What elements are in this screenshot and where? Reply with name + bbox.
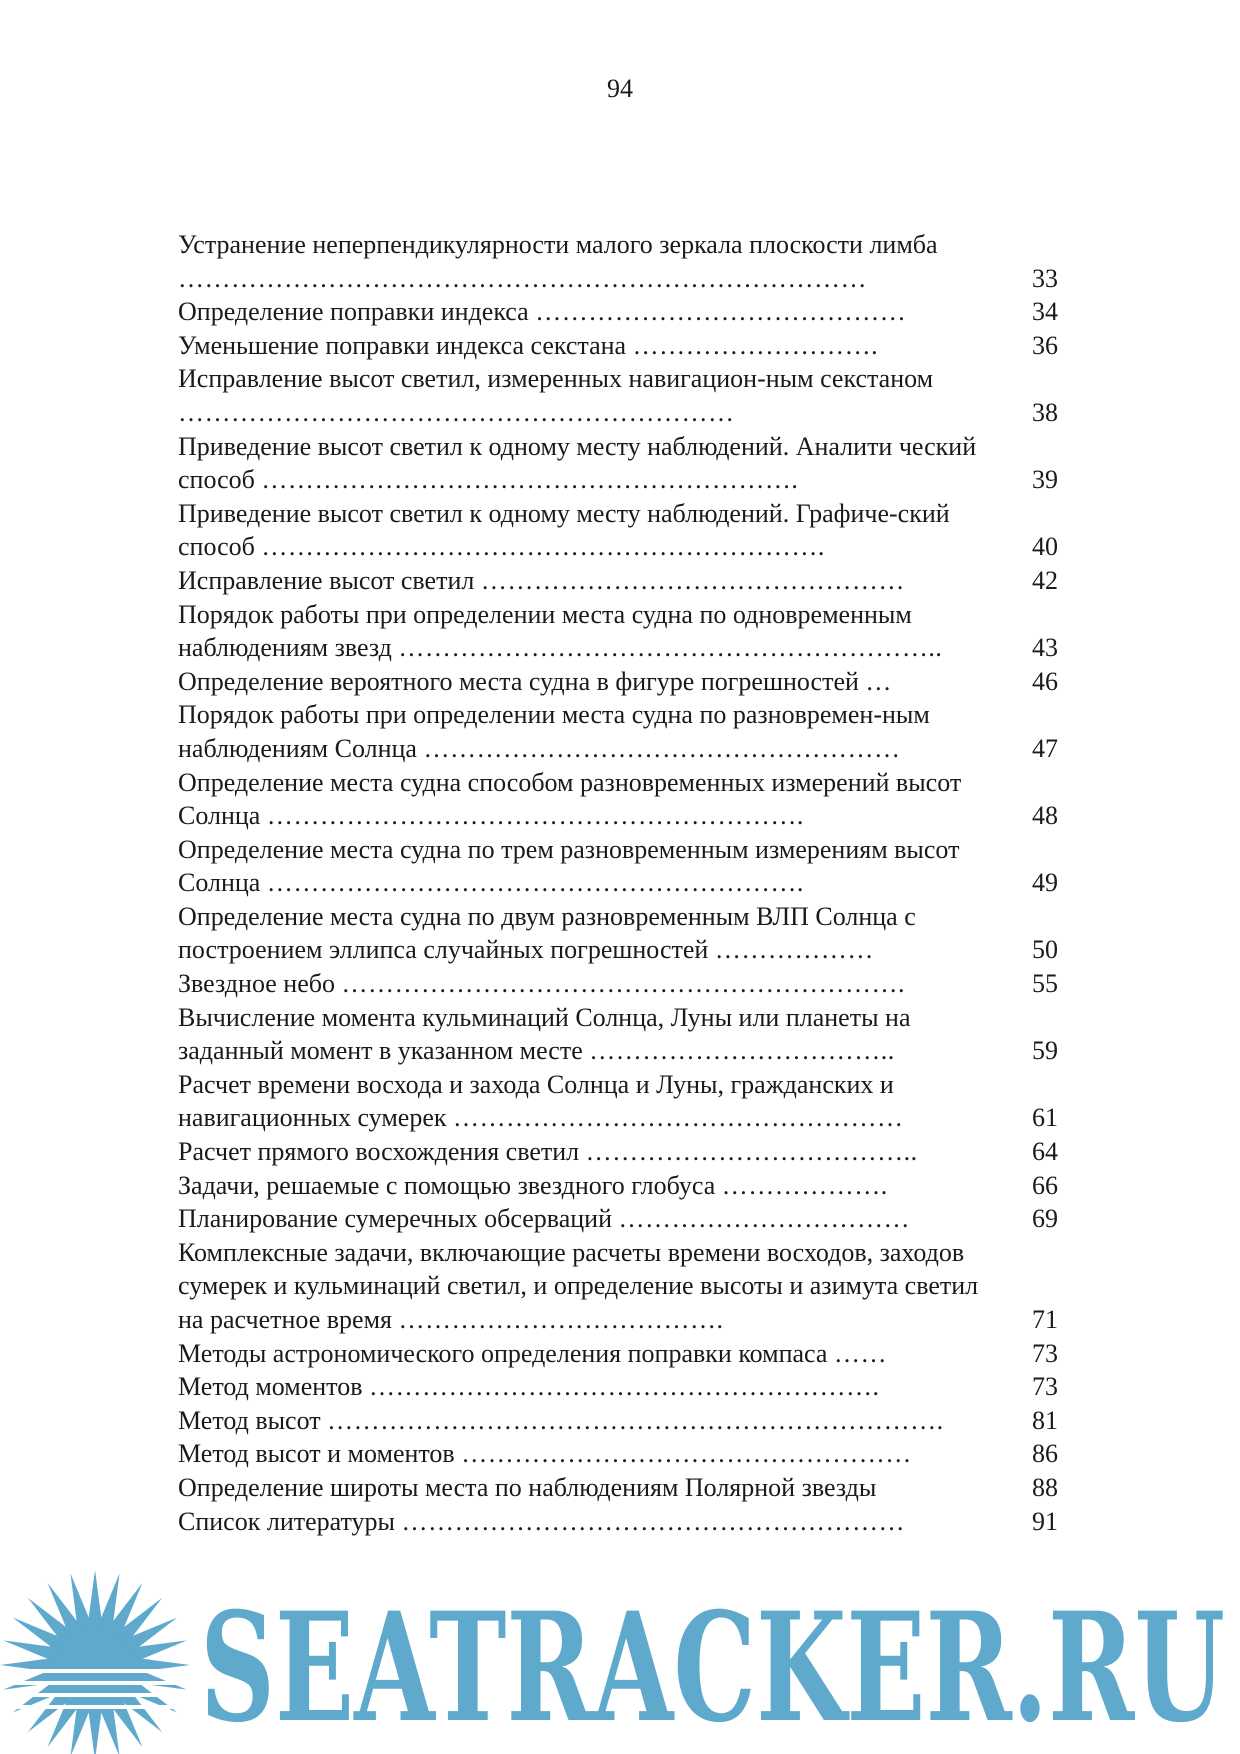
toc-dot-leader: ………………………………………………………. — [261, 532, 825, 562]
toc-dot-leader: …………………………………………… — [453, 1103, 904, 1133]
toc-page-number: 81 — [1032, 1405, 1058, 1435]
toc-entry — [178, 1404, 1058, 1438]
watermark — [0, 1560, 1240, 1754]
toc-entry-title: Метод моментов — [178, 1372, 363, 1402]
toc-entry-title: Исправление высот светил — [178, 565, 475, 595]
toc-entry-title: Метод высот — [178, 1405, 321, 1435]
toc-entry — [178, 833, 1058, 900]
toc-entry-title: Определение места судна по двум разновременным ВЛП Солнца с построением эллипса случайных погрешностей — [178, 901, 916, 965]
toc-page-number: 86 — [1032, 1439, 1058, 1469]
toc-page-number: 73 — [1032, 1338, 1058, 1368]
toc-entry-text — [178, 900, 1004, 967]
toc-entry-text — [178, 295, 1004, 329]
toc-entry — [178, 564, 1058, 598]
toc-entry — [178, 1337, 1058, 1371]
toc-dot-leader: …………………………… — [618, 1204, 911, 1234]
toc-entry-title: Определение места судна по трем разновременным измерениям высот Солнца — [178, 834, 960, 898]
toc-page-number: 33 — [1032, 263, 1058, 293]
toc-entry-text — [178, 1202, 1004, 1236]
toc-page-number: 42 — [1032, 565, 1058, 595]
toc-page-number: 34 — [1032, 297, 1058, 327]
toc-entry-title: Устранение неперпендикулярности малого зеркала плоскости лимба — [178, 230, 938, 259]
toc-entry — [178, 329, 1058, 363]
toc-entry-text — [178, 564, 1004, 598]
toc-entry — [178, 1001, 1058, 1068]
toc-page-number: 69 — [1032, 1204, 1058, 1234]
toc-page-number: 50 — [1032, 935, 1058, 965]
toc-entry-title: Методы астрономического определения поправки компаса — [178, 1338, 828, 1368]
toc-entry-title: Задачи, решаемые с помощью звездного глобуса — [178, 1170, 716, 1200]
toc-dot-leader: ……………………………………………………. — [261, 465, 799, 495]
toc-dot-leader: ………………………. — [632, 330, 879, 360]
toc-page-number: 73 — [1032, 1372, 1058, 1402]
toc-entry-text — [178, 598, 1004, 665]
toc-entry-text — [178, 228, 1004, 295]
toc-entry-text — [178, 665, 1004, 699]
toc-entry-title: Расчет прямого восхождения светил — [178, 1137, 580, 1167]
toc-dot-leader: ……………………………………………………… — [178, 397, 735, 427]
toc-page-number: 46 — [1032, 666, 1058, 696]
toc-entry-title: Метод высот и моментов — [178, 1439, 455, 1469]
toc-entry — [178, 1236, 1058, 1337]
toc-dot-leader: ……………… — [714, 935, 874, 965]
toc-entry — [178, 430, 1058, 497]
toc-page-number: 38 — [1032, 397, 1058, 427]
toc-entry-title: Определение вероятного места судна в фигуре погрешностей — [178, 666, 859, 696]
toc-entry-title: Определение места судна способом разновременных измерений высот Солнца — [178, 767, 962, 831]
toc-entry — [178, 766, 1058, 833]
toc-dot-leader: ……………………………………………………. — [266, 801, 804, 831]
toc-page-number: 91 — [1032, 1506, 1058, 1536]
toc-entry-text — [178, 329, 1004, 363]
toc-entry-text — [178, 1169, 1004, 1203]
toc-page-number: 59 — [1032, 1036, 1058, 1066]
toc-dot-leader: ………………. — [721, 1170, 888, 1200]
toc-entry-title: Уменьшение поправки индекса секстана — [178, 330, 627, 360]
watermark-text: SEATRACKER.RU — [200, 1580, 1225, 1754]
toc-entry-text — [178, 967, 1004, 1001]
toc-entry-title: Порядок работы при определении места судна по одновременным наблюдениям звезд — [178, 599, 912, 663]
toc-entry — [178, 362, 1058, 429]
toc-dot-leader: ………………………………………………………. — [341, 969, 905, 999]
toc-entry-text — [178, 766, 1004, 833]
toc-page-number: 55 — [1032, 969, 1058, 999]
toc-entry — [178, 1505, 1058, 1539]
toc-dot-leader: ………………………………. — [398, 1305, 724, 1334]
toc-page-number: 47 — [1032, 733, 1058, 763]
toc-entry-text — [178, 1236, 1004, 1337]
page-number: 94 — [607, 74, 633, 103]
toc-entry — [178, 1068, 1058, 1135]
toc-entry — [178, 497, 1058, 564]
toc-dot-leader: ……………………………….. — [585, 1137, 918, 1167]
toc-dot-leader: …………………………………………………. — [368, 1372, 880, 1402]
toc-page-number: 64 — [1032, 1137, 1058, 1167]
toc-entry — [178, 1471, 1058, 1505]
toc-entry — [178, 698, 1058, 765]
toc-entry-title: Порядок работы при определении места судна по разновремен-ным наблюдениям Солнца — [178, 700, 930, 763]
toc-dot-leader: ……………………………………………………………. — [327, 1405, 944, 1435]
toc-entry — [178, 1370, 1058, 1404]
toc-page-number: 40 — [1032, 532, 1058, 562]
toc-entry-title: Определение широты места по наблюдениям Полярной звезды — [178, 1472, 877, 1502]
toc-page-number: 43 — [1032, 633, 1058, 663]
toc-page-number: 71 — [1032, 1305, 1058, 1334]
toc-page-number: 39 — [1032, 465, 1058, 495]
toc-entry-title: Планирование сумеречных обсерваций — [178, 1204, 613, 1234]
toc-entry-text — [178, 833, 1004, 900]
toc-entry-text — [178, 698, 1004, 765]
toc-dot-leader: …………………………….. — [589, 1036, 895, 1066]
toc-page-number: 36 — [1032, 330, 1058, 360]
toc-page-number: 48 — [1032, 801, 1058, 831]
toc-entry-text — [178, 1471, 1004, 1505]
toc-entry-text — [178, 430, 1004, 497]
toc-entry-title: Вычисление момента кульминаций Солнца, Луны или планеты на заданный момент в указанном месте — [178, 1002, 911, 1066]
toc-entry-text — [178, 1001, 1004, 1068]
toc-entry-title: Определение поправки индекса — [178, 297, 529, 327]
toc-entry — [178, 1135, 1058, 1169]
toc-dot-leader: … — [865, 666, 892, 696]
toc-dot-leader: ……………………………………………… — [423, 733, 901, 763]
toc-entry-title: Приведение высот светил к одному месту наблюдений. Аналити ческий способ — [178, 431, 977, 495]
toc-entry-text — [178, 1337, 1004, 1371]
toc-entry-title: Исправление высот светил, измеренных навигацион-ным секстаном — [178, 364, 934, 394]
toc-dot-leader: ………………………………………………… — [401, 1506, 905, 1536]
toc-entry — [178, 665, 1058, 699]
toc-page-number: 49 — [1032, 868, 1058, 898]
toc-entry-text — [178, 1505, 1004, 1539]
toc-entry — [178, 1202, 1058, 1236]
toc-entry-title: Комплексные задачи, включающие расчеты времени восходов, заходов сумерек и кульминаций светил, и определение высоты и азимута светил на расчетное время — [178, 1237, 979, 1334]
toc-page-number: 61 — [1032, 1103, 1058, 1133]
toc-entry-text — [178, 1437, 1004, 1471]
toc-entry — [178, 1437, 1058, 1471]
sun-burst-logo-icon — [0, 1570, 190, 1754]
toc-entry-text — [178, 1370, 1004, 1404]
toc-page-number: 88 — [1032, 1472, 1058, 1502]
toc-entry-text — [178, 497, 1004, 564]
toc-entry-title: Расчет времени восхода и захода Солнца и Луны, гражданских и навигационных сумерек — [178, 1069, 894, 1133]
toc-entry-text — [178, 362, 1004, 429]
toc-entry — [178, 295, 1058, 329]
toc-dot-leader: …………………………………………… — [461, 1439, 912, 1469]
toc-dot-leader: …………………………………………………….. — [398, 633, 943, 663]
toc-entry — [178, 900, 1058, 967]
toc-entry — [178, 967, 1058, 1001]
toc-dot-leader: ……………………………………………………. — [266, 868, 804, 898]
toc-dot-leader: …… — [833, 1338, 887, 1368]
toc-dot-leader: …………………………………………………………………… — [178, 263, 867, 293]
toc-entry — [178, 1169, 1058, 1203]
toc-entry-title: Приведение высот светил к одному месту наблюдений. Графиче-ский способ — [178, 498, 950, 562]
toc-entry-text — [178, 1135, 1004, 1169]
table-of-contents — [178, 228, 1058, 1538]
toc-entry-title: Звездное небо — [178, 969, 335, 999]
toc-entry-title: Список литературы — [178, 1506, 395, 1536]
toc-dot-leader: ………………………………………… — [480, 565, 905, 595]
toc-entry-text — [178, 1404, 1004, 1438]
toc-page-number: 66 — [1032, 1170, 1058, 1200]
toc-dot-leader: …………………………………… — [535, 297, 907, 327]
toc-entry — [178, 228, 1058, 295]
toc-entry — [178, 598, 1058, 665]
toc-entry-text — [178, 1068, 1004, 1135]
